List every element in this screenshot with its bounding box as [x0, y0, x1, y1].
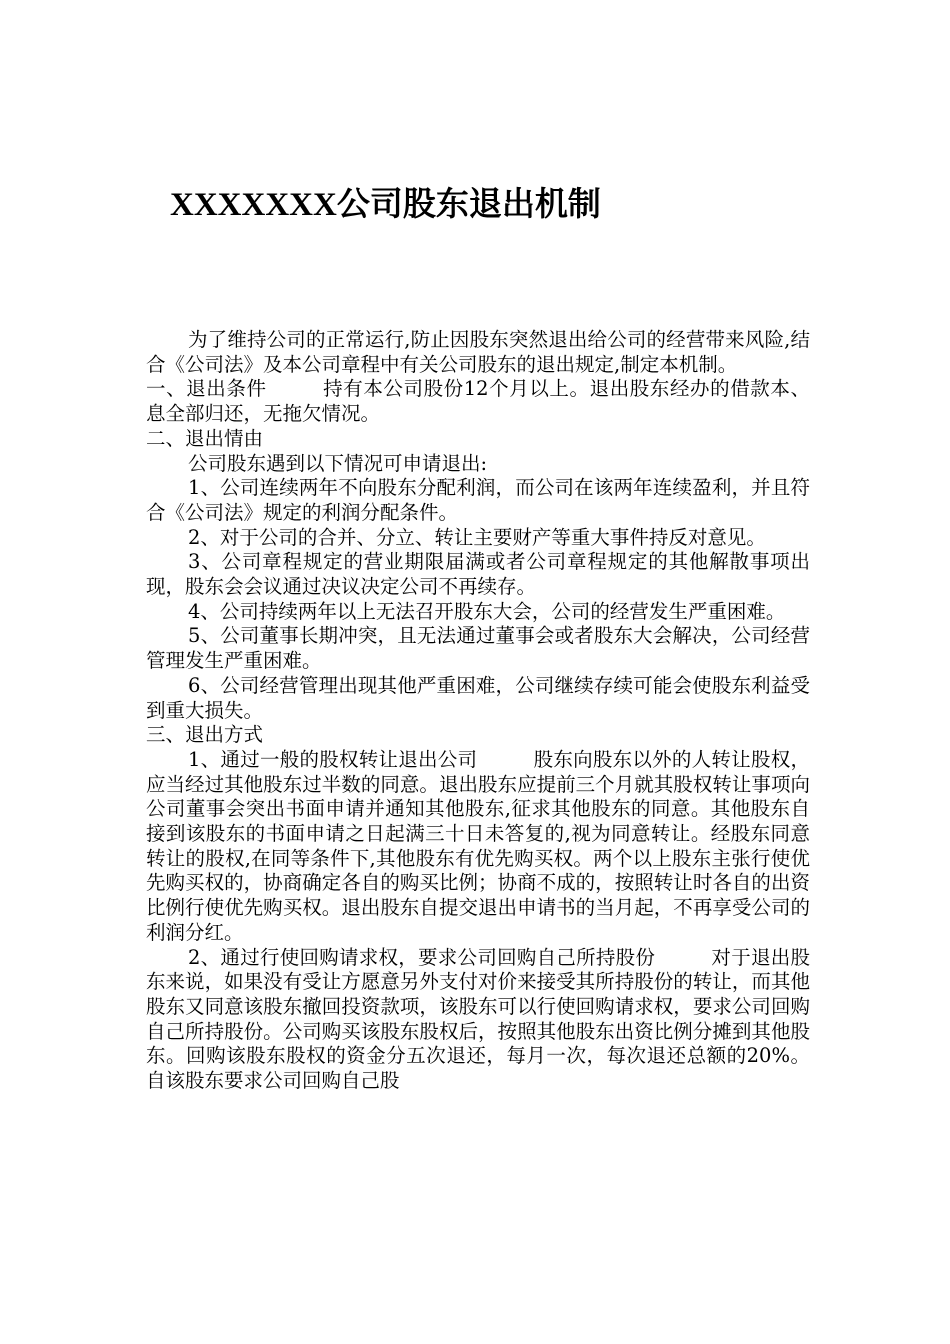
section-1-heading: 一、退出条件 [146, 377, 267, 401]
method-1-paragraph [146, 748, 810, 946]
method-2-lead: 2、通过行使回购请求权，要求公司回购自己所持股份 [188, 945, 656, 969]
method-1-text: 股东向股东以外的人转让股权，应当经过其他股东过半数的同意。退出股东应提前三个月就其股权转让事项向公司董事会突出书面申请并通知其他股东,征求其他股东的同意。其他股东自接到该股东的书面申请之日起满三十日未答复的,视为同意转让。经股东同意转让的股权,在同等条件下,其他股东有优先购买权。两个以上股东主张行使优先购买权的，协商确定各自的购买比例；协商不成的，按照转让时各自的出资比例行使优先购买权。退出股东自提交退出申请书的当月起，不再享受公司的利润分红。 [146, 747, 810, 944]
section-1-text: 持有本公司股份12个月以上。退出股东经办的借款本、息全部归还，无拖欠情况。 [146, 377, 810, 426]
section-2-item: 1、公司连续两年不向股东分配利润，而公司在该两年连续盈利，并且符合《公司法》规定的利润分配条件。 [146, 476, 810, 524]
section-2-item: 4、公司持续两年以上无法召开股东大会，公司的经营发生严重困难。 [188, 599, 786, 623]
section-1-paragraph [146, 377, 810, 426]
section-2-item: 3、公司章程规定的营业期限届满或者公司章程规定的其他解散事项出现，股东会会议通过决议决定公司不再续存。 [146, 550, 810, 599]
intro-paragraph: 为了维持公司的正常运行,防止因股东突然退出给公司的经营带来风险,结合《公司法》及本公司章程中有关公司股东的退出规定,制定本机制。 [146, 328, 810, 376]
section-3-heading: 三、退出方式 [146, 723, 264, 747]
method-1-lead: 1、通过一般的股权转让退出公司 [188, 747, 478, 771]
section-2-heading: 二、退出情由 [146, 426, 264, 450]
section-2-item: 5、公司董事长期冲突，且无法通过董事会或者股东大会解决，公司经营管理发生严重困难。 [146, 624, 810, 673]
section-2-item: 2、对于公司的合并、分立、转让主要财产等重大事件持反对意见。 [188, 525, 766, 549]
method-2-paragraph [146, 946, 810, 1094]
document-body [146, 328, 810, 1094]
document-title: XXXXXXX公司股东退出机制 [170, 187, 601, 223]
method-2-text: 对于退出股东来说，如果没有受让方愿意另外支付对价来接受其所持股份的转让，而其他股东又同意该股东撤回投资款项，该股东可以行使回购请求权，要求公司回购自己所持股份。公司购买该股东股权后，按照其他股东出资比例分摊到其他股东。回购该股东股权的资金分五次退还，每月一次，每次退还总额的20%。自该股东要求公司回购自己股 [146, 945, 810, 1093]
section-2-lead: 公司股东遇到以下情况可申请退出: [188, 451, 488, 475]
section-2-item: 6、公司经营管理出现其他严重困难，公司继续存续可能会使股东利益受到重大损失。 [146, 673, 810, 722]
